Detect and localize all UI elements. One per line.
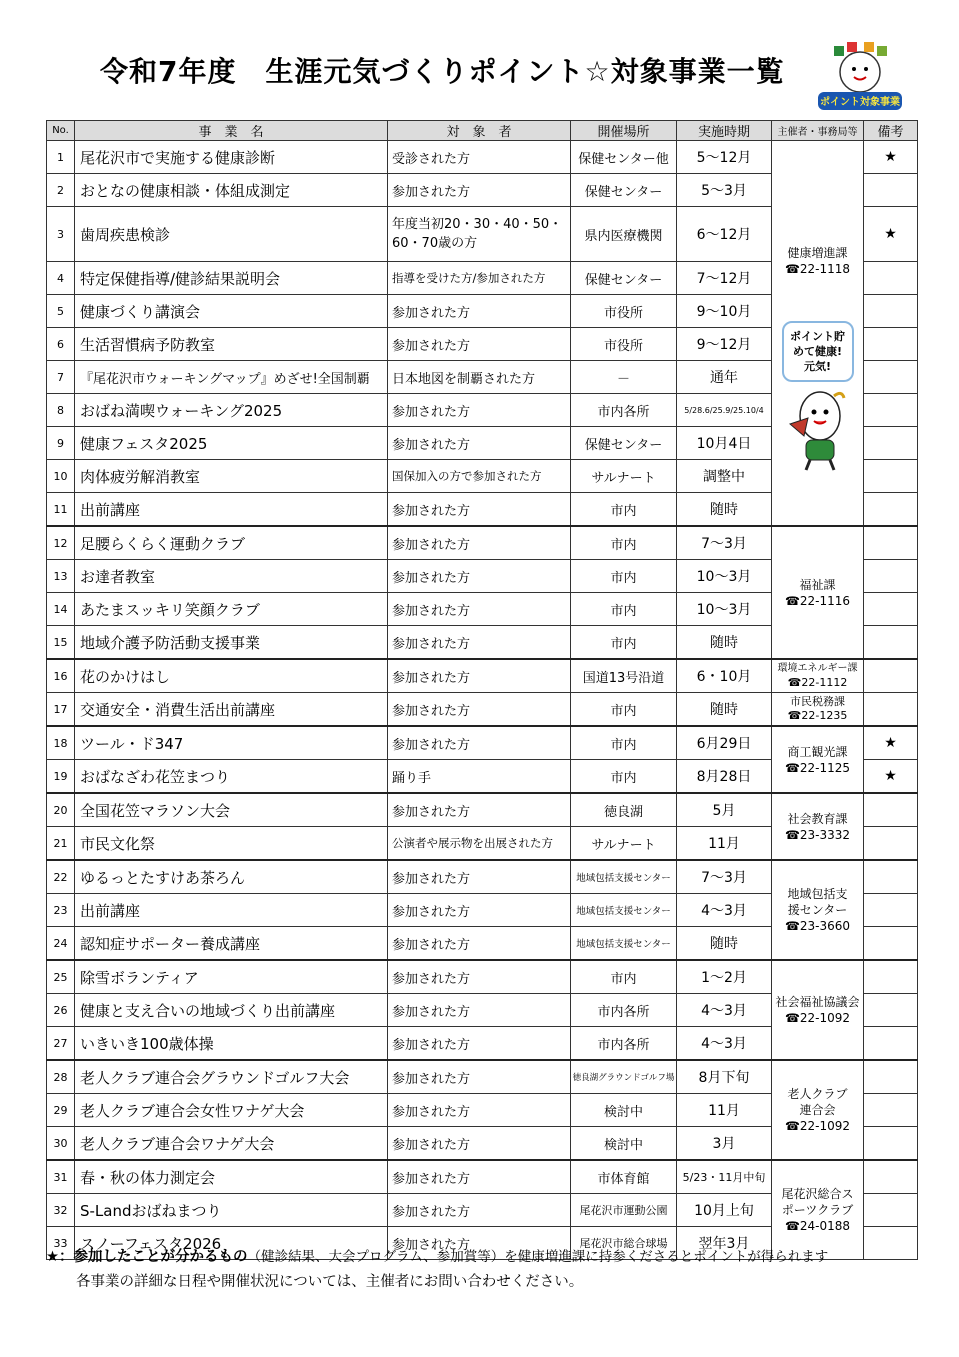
- row-no: 11: [47, 493, 75, 527]
- row-target: 参加された方: [388, 1060, 571, 1094]
- row-note: [864, 626, 918, 660]
- row-note: [864, 174, 918, 207]
- row-place: 保健センター: [571, 427, 677, 460]
- row-note: [864, 927, 918, 961]
- org-tel: ☎22-1118: [784, 262, 851, 276]
- row-note: [864, 693, 918, 727]
- row-no: 8: [47, 394, 75, 427]
- table-row: [47, 793, 918, 827]
- row-place: 尾花沢市運動公園: [571, 1194, 677, 1227]
- row-name: 老人クラブ連合会グラウンドゴルフ大会: [75, 1060, 388, 1094]
- row-note: [864, 793, 918, 827]
- org-tel: ☎22-1092: [784, 1119, 851, 1133]
- org-rojin: [772, 1060, 864, 1160]
- row-period: 7～3月: [677, 526, 772, 560]
- row-no: 18: [47, 726, 75, 760]
- row-place: 市内: [571, 493, 677, 527]
- row-no: 6: [47, 328, 75, 361]
- org-tel: ☎22-1116: [784, 593, 851, 608]
- header-note: 備考: [864, 121, 918, 141]
- org-shakai: [772, 793, 864, 860]
- row-note: [864, 328, 918, 361]
- row-no: 16: [47, 659, 75, 693]
- row-period: 10月上旬: [677, 1194, 772, 1227]
- row-period: 8月下旬: [677, 1060, 772, 1094]
- table-row: [47, 726, 918, 760]
- row-place: 市内: [571, 760, 677, 794]
- row-place: 市内: [571, 593, 677, 626]
- header-org: 主催者・事務局等: [772, 121, 864, 141]
- row-place: 市体育館: [571, 1160, 677, 1194]
- row-no: 14: [47, 593, 75, 626]
- row-target: 参加された方: [388, 626, 571, 660]
- footer-notes: [46, 1245, 828, 1295]
- row-period: 5/28.6/25.9/25.10/4: [677, 394, 772, 427]
- row-note: [864, 526, 918, 560]
- row-period: 随時: [677, 626, 772, 660]
- row-name: あたまスッキリ笑顔クラブ: [75, 593, 388, 626]
- org-name: 健康増進課: [787, 246, 848, 260]
- row-target: 参加された方: [388, 394, 571, 427]
- row-period: 10～3月: [677, 593, 772, 626]
- row-name: 特定保健指導/健診結果説明会: [75, 262, 388, 295]
- row-no: 30: [47, 1127, 75, 1161]
- page-title: 令和7年度 生涯元気づくりポイント☆対象事業一覧: [100, 55, 785, 88]
- table-row: [47, 1060, 918, 1094]
- row-no: 20: [47, 793, 75, 827]
- row-name: 交通安全・消費生活出前講座: [75, 693, 388, 727]
- row-note: [864, 1060, 918, 1094]
- row-period: 1～2月: [677, 960, 772, 994]
- row-note: [864, 1194, 918, 1227]
- row-name: 歯周疾患検診: [75, 207, 388, 262]
- row-no: 17: [47, 693, 75, 727]
- row-period: 調整中: [677, 460, 772, 493]
- row-name: ゆるっとたすけあ茶ろん: [75, 860, 388, 894]
- row-target: 参加された方: [388, 427, 571, 460]
- row-name: おとなの健康相談・体組成測定: [75, 174, 388, 207]
- row-name: 全国花笠マラソン大会: [75, 793, 388, 827]
- row-period: 11月: [677, 1094, 772, 1127]
- row-name: 花のかけはし: [75, 659, 388, 693]
- row-period: 6・10月: [677, 659, 772, 693]
- row-target: 参加された方: [388, 560, 571, 593]
- row-name: 肉体疲労解消教室: [75, 460, 388, 493]
- header-period: 実施時期: [677, 121, 772, 141]
- org-shakyo: [772, 960, 864, 1060]
- row-note: [864, 427, 918, 460]
- row-place: 県内医療機関: [571, 207, 677, 262]
- row-place: 市内: [571, 960, 677, 994]
- row-no: 19: [47, 760, 75, 794]
- row-place: 徳良湖グラウンドゴルフ場: [571, 1060, 677, 1094]
- row-note: [864, 262, 918, 295]
- row-name: 健康づくり講演会: [75, 295, 388, 328]
- row-period: 6月29日: [677, 726, 772, 760]
- row-target: 国保加入の方で参加された方: [388, 460, 571, 493]
- org-name: 社会福祉協議会: [775, 995, 860, 1009]
- org-name: 環境エネルギー課: [777, 663, 858, 674]
- row-target: 参加された方: [388, 1194, 571, 1227]
- row-no: 2: [47, 174, 75, 207]
- row-name: 『尾花沢市ウォーキングマップ』めざせ!全国制覇: [75, 361, 388, 394]
- row-note: [864, 1160, 918, 1194]
- row-note: [864, 493, 918, 527]
- row-period: 10～3月: [677, 560, 772, 593]
- speech-bubble: ポイント貯めて健康!元気!: [782, 321, 854, 382]
- row-target: 参加された方: [388, 693, 571, 727]
- org-shimin: [772, 693, 864, 727]
- row-target: 参加された方: [388, 1160, 571, 1194]
- row-note: [864, 894, 918, 927]
- row-place: 地域包括支援センター: [571, 860, 677, 894]
- row-name: 老人クラブ連合会女性ワナゲ大会: [75, 1094, 388, 1127]
- table-row: [47, 1160, 918, 1194]
- row-target: 参加された方: [388, 793, 571, 827]
- table-row: [47, 526, 918, 560]
- table-header: [47, 121, 918, 141]
- row-period: 5～3月: [677, 174, 772, 207]
- row-place: 徳良湖: [571, 793, 677, 827]
- org-tel: ☎22-1125: [784, 760, 851, 775]
- row-no: 21: [47, 827, 75, 861]
- row-note: [864, 295, 918, 328]
- row-name: 老人クラブ連合会ワナゲ大会: [75, 1127, 388, 1161]
- row-place: 検討中: [571, 1094, 677, 1127]
- row-target: 参加された方: [388, 860, 571, 894]
- row-name: おばね満喫ウォーキング2025: [75, 394, 388, 427]
- row-period: 翌年3月: [677, 1227, 772, 1260]
- row-period: 随時: [677, 927, 772, 961]
- row-target: 参加された方: [388, 174, 571, 207]
- row-place: 検討中: [571, 1127, 677, 1161]
- row-target: 参加された方: [388, 328, 571, 361]
- row-place: 地域包括支援センター: [571, 927, 677, 961]
- row-place: サルナート: [571, 460, 677, 493]
- table-row: [47, 960, 918, 994]
- org-name: 地域包括支援センター: [787, 887, 848, 917]
- row-period: 7～3月: [677, 860, 772, 894]
- logo-text: ポイント対象事業: [820, 97, 900, 108]
- table-row: [47, 860, 918, 894]
- row-place: 尾花沢市総合球場: [571, 1227, 677, 1260]
- row-target: 参加された方: [388, 1227, 571, 1260]
- row-target: 参加された方: [388, 1127, 571, 1161]
- row-no: 3: [47, 207, 75, 262]
- org-tel: ☎22-1112: [787, 676, 848, 689]
- row-name: 健康と支え合いの地域づくり出前講座: [75, 994, 388, 1027]
- row-name: いきいき100歳体操: [75, 1027, 388, 1061]
- org-name: 商工観光課: [787, 744, 848, 759]
- row-target: 参加された方: [388, 295, 571, 328]
- row-place: 市内各所: [571, 1027, 677, 1061]
- org-name: 尾花沢総合スポーツクラブ: [781, 1187, 854, 1217]
- row-no: 33: [47, 1227, 75, 1260]
- row-no: 25: [47, 960, 75, 994]
- row-note: ★: [864, 141, 918, 174]
- point-program-logo: [814, 38, 906, 116]
- org-name: 老人クラブ連合会: [787, 1087, 848, 1117]
- row-note: [864, 1094, 918, 1127]
- row-no: 4: [47, 262, 75, 295]
- row-no: 28: [47, 1060, 75, 1094]
- row-note: [864, 460, 918, 493]
- row-name: 除雪ボランティア: [75, 960, 388, 994]
- row-place: 市内各所: [571, 994, 677, 1027]
- row-target: 参加された方: [388, 1027, 571, 1061]
- row-place: 市内: [571, 726, 677, 760]
- row-note: [864, 659, 918, 693]
- row-period: 10月4日: [677, 427, 772, 460]
- row-no: 27: [47, 1027, 75, 1061]
- row-note: [864, 1027, 918, 1061]
- row-place: 保健センター: [571, 262, 677, 295]
- row-target: 日本地図を制覇された方: [388, 361, 571, 394]
- row-target: 参加された方: [388, 493, 571, 527]
- org-tel: ☎23-3660: [784, 919, 851, 933]
- org-tel: ☎22-1092: [784, 1011, 851, 1025]
- row-no: 9: [47, 427, 75, 460]
- row-target: 参加された方: [388, 927, 571, 961]
- row-place: サルナート: [571, 827, 677, 861]
- org-name: 市民税務課: [790, 695, 845, 708]
- row-note: [864, 860, 918, 894]
- row-name: 地域介護予防活動支援事業: [75, 626, 388, 660]
- org-tel: ☎24-0188: [784, 1219, 851, 1233]
- row-target: 参加された方: [388, 894, 571, 927]
- table-row: [47, 141, 918, 174]
- row-note: [864, 394, 918, 427]
- row-period: 5/23・11月中旬: [677, 1160, 772, 1194]
- row-period: 8月28日: [677, 760, 772, 794]
- row-place: 市役所: [571, 328, 677, 361]
- row-name: 出前講座: [75, 894, 388, 927]
- row-note: [864, 994, 918, 1027]
- row-target: 参加された方: [388, 593, 571, 626]
- row-name: 春・秋の体力測定会: [75, 1160, 388, 1194]
- row-name: スノーフェスタ2026: [75, 1227, 388, 1260]
- row-name: S-Landおばねまつり: [75, 1194, 388, 1227]
- row-target: 参加された方: [388, 526, 571, 560]
- row-no: 13: [47, 560, 75, 593]
- program-table: [46, 120, 918, 1260]
- mascot-icon: [786, 388, 850, 472]
- row-note: [864, 593, 918, 626]
- row-name: ツール・ド347: [75, 726, 388, 760]
- row-place: 市内: [571, 693, 677, 727]
- row-no: 12: [47, 526, 75, 560]
- row-no: 15: [47, 626, 75, 660]
- org-tel: ☎23-3332: [784, 827, 851, 842]
- row-no: 26: [47, 994, 75, 1027]
- row-place: 市役所: [571, 295, 677, 328]
- row-place: 保健センター: [571, 174, 677, 207]
- row-no: 24: [47, 927, 75, 961]
- row-target: 年度当初20・30・40・50・60・70歳の方: [388, 207, 571, 262]
- org-name: 福祉課: [799, 577, 836, 592]
- row-note: [864, 960, 918, 994]
- row-period: 11月: [677, 827, 772, 861]
- row-name: 認知症サポーター養成講座: [75, 927, 388, 961]
- row-period: 4～3月: [677, 1027, 772, 1061]
- row-period: 随時: [677, 493, 772, 527]
- row-period: 4～3月: [677, 994, 772, 1027]
- row-no: 10: [47, 460, 75, 493]
- row-no: 1: [47, 141, 75, 174]
- footer-line-1: [46, 1245, 828, 1270]
- row-target: 踊り手: [388, 760, 571, 794]
- row-note: ★: [864, 726, 918, 760]
- row-target: 参加された方: [388, 726, 571, 760]
- row-target: 公演者や展示物を出展された方: [388, 827, 571, 861]
- row-period: 4～3月: [677, 894, 772, 927]
- row-period: 9～10月: [677, 295, 772, 328]
- row-note: [864, 361, 918, 394]
- org-tel: ☎22-1235: [787, 709, 848, 722]
- table-row: [47, 659, 918, 693]
- org-kenko: [772, 141, 864, 527]
- row-period: 通年: [677, 361, 772, 394]
- row-note: [864, 827, 918, 861]
- star-mark: ★：: [46, 1249, 74, 1265]
- header-no: No.: [47, 121, 75, 141]
- row-period: 3月: [677, 1127, 772, 1161]
- org-name: 社会教育課: [787, 811, 848, 826]
- row-period: 6～12月: [677, 207, 772, 262]
- row-period: 5月: [677, 793, 772, 827]
- row-name: 尾花沢市で実施する健康診断: [75, 141, 388, 174]
- row-no: 23: [47, 894, 75, 927]
- row-place: 市内: [571, 626, 677, 660]
- row-name: 生活習慣病予防教室: [75, 328, 388, 361]
- row-no: 29: [47, 1094, 75, 1127]
- row-name: おばなざわ花笠まつり: [75, 760, 388, 794]
- row-place: 保健センター他: [571, 141, 677, 174]
- row-name: 健康フェスタ2025: [75, 427, 388, 460]
- footer-line-2: 各事業の詳細な日程や開催状況については、主催者にお問い合わせください。: [76, 1274, 584, 1290]
- header-name: 事 業 名: [75, 121, 388, 141]
- row-name: 市民文化祭: [75, 827, 388, 861]
- row-name: 足腰らくらく運動クラブ: [75, 526, 388, 560]
- org-shoko: [772, 726, 864, 793]
- row-name: お達者教室: [75, 560, 388, 593]
- org-fukushi: [772, 526, 864, 659]
- row-target: 指導を受けた方/参加された方: [388, 262, 571, 295]
- footer-text-1: （健診結果、大会プログラム、参加賞等）を健康増進課に持参くださるとポイントが得られます: [247, 1249, 829, 1265]
- org-kankyo: [772, 659, 864, 693]
- row-period: 随時: [677, 693, 772, 727]
- org-houkatsu: [772, 860, 864, 960]
- row-no: 7: [47, 361, 75, 394]
- row-target: 参加された方: [388, 659, 571, 693]
- row-note: [864, 1227, 918, 1260]
- row-place: 国道13号沿道: [571, 659, 677, 693]
- row-place: 市内: [571, 526, 677, 560]
- row-target: 参加された方: [388, 1094, 571, 1127]
- row-note: ★: [864, 207, 918, 262]
- row-period: 7～12月: [677, 262, 772, 295]
- row-place: －: [571, 361, 677, 394]
- row-place: 市内: [571, 560, 677, 593]
- row-no: 31: [47, 1160, 75, 1194]
- row-note: [864, 1127, 918, 1161]
- row-target: 参加された方: [388, 994, 571, 1027]
- row-target: 参加された方: [388, 960, 571, 994]
- row-target: 受診された方: [388, 141, 571, 174]
- row-note: [864, 560, 918, 593]
- header-target: 対 象 者: [388, 121, 571, 141]
- row-place: 地域包括支援センター: [571, 894, 677, 927]
- row-place: 市内各所: [571, 394, 677, 427]
- header-place: 開催場所: [571, 121, 677, 141]
- row-period: 5～12月: [677, 141, 772, 174]
- table-row: [47, 693, 918, 727]
- row-no: 5: [47, 295, 75, 328]
- row-name: 出前講座: [75, 493, 388, 527]
- row-period: 9～12月: [677, 328, 772, 361]
- footer-emphasis: 参加したことが分かるもの: [73, 1249, 248, 1265]
- row-no: 32: [47, 1194, 75, 1227]
- row-note: ★: [864, 760, 918, 794]
- row-no: 22: [47, 860, 75, 894]
